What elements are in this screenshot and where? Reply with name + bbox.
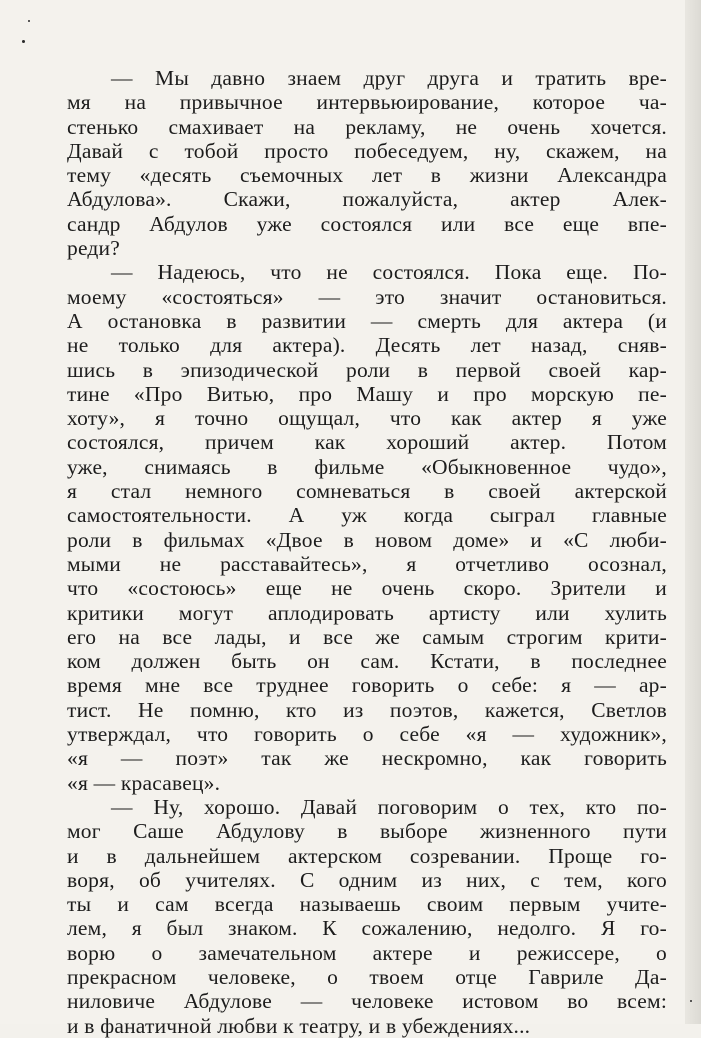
- text-line: хоту», я точно ощущал, что как актер я уже: [67, 406, 667, 431]
- paragraph-answer-1: [67, 260, 667, 795]
- text-line: что «состоюсь» еще не очень скоро. Зрители и: [67, 576, 667, 601]
- text-line: — Надеюсь, что не состоялся. Пока еще. По-: [111, 260, 667, 285]
- text-line: А остановка в развитии — смерть для актера (и: [67, 308, 667, 333]
- text-line: и в дальнейшем актерском созревании. Проще го-: [67, 843, 667, 868]
- text-line: реди?: [67, 236, 120, 261]
- text-line: мя на привычное интервьюирование, которое ча-: [67, 90, 667, 115]
- text-line: ворю о замечательном актере и режиссере, о: [67, 940, 667, 965]
- print-speck: [22, 40, 25, 43]
- text-line: — Мы давно знаем друг друга и тратить вре-: [111, 66, 667, 90]
- print-speck: [28, 20, 30, 22]
- text-line: самостоятельности. А уж когда сыграл главные: [67, 503, 667, 528]
- text-line: утверждал, что говорить о себе «я — художник»,: [67, 722, 667, 747]
- text-line: роли в фильмах «Двое в новом доме» и «С люби-: [67, 527, 667, 552]
- text-line: и в фанатичной любви к театру, и в убеждениях...: [67, 1013, 531, 1038]
- text-line: воря, об учителях. С одним из них, с тем, кого: [67, 867, 667, 892]
- text-line: лем, я был знаком. К сожалению, недолго. Я го-: [67, 916, 667, 941]
- text-line: тине «Про Витью, про Машу и про морскую пе-: [67, 381, 667, 406]
- text-line: «я — красавец».: [67, 770, 221, 795]
- text-line: моему «состояться» — это значит остановиться.: [67, 284, 667, 309]
- text-line: тист. Не помню, кто из поэтов, кажется, Светлов: [67, 697, 667, 722]
- text-line: мыми не расставайтесь», я отчетливо осознал,: [67, 551, 667, 576]
- page-edge: [685, 0, 701, 1024]
- text-line: состоялся, причем как хороший актер. Потом: [67, 430, 667, 455]
- text-line: Давай с тобой просто побеседуем, ну, скажем, на: [67, 138, 667, 163]
- text-line: ниловиче Абдулове — человеке истовом во всем:: [67, 989, 667, 1014]
- paragraph-question-2: [67, 795, 667, 1038]
- text-line: его на все лады, и все же самым строгим крити-: [67, 624, 667, 649]
- paragraph-question-1: [67, 66, 667, 260]
- text-line: мог Саше Абдулову в выборе жизненного пути: [67, 819, 667, 844]
- text-line: прекрасном человеке, о твоем отце Гавриле Да-: [67, 964, 667, 989]
- text-line: я стал немного сомневаться в своей актерской: [67, 479, 667, 504]
- text-line: — Ну, хорошо. Давай поговорим о тех, кто по-: [111, 794, 667, 819]
- text-line: шись в эпизодической роли в первой своей кар-: [67, 357, 667, 382]
- text-line: Абдулова». Скажи, пожалуйста, актер Алек-: [67, 187, 667, 212]
- text-line: ком должен быть он сам. Кстати, в последнее: [67, 649, 667, 674]
- text-line: «я — поэт» так же нескромно, как говорить: [67, 746, 667, 771]
- article-text: [67, 66, 667, 1038]
- print-speck: [690, 1000, 692, 1002]
- text-line: ты и сам всегда называешь своим первым учите-: [67, 892, 667, 917]
- text-line: сандр Абдулов уже состоялся или все еще впе-: [67, 211, 667, 236]
- text-line: тему «десять съемочных лет в жизни Александра: [67, 163, 667, 188]
- text-line: время мне все труднее говорить о себе: я — ар-: [67, 673, 667, 698]
- text-line: уже, снимаясь в фильме «Обыкновенное чудо»,: [67, 454, 667, 479]
- text-line: стенько смахивает на рекламу, не очень хочется.: [67, 114, 667, 139]
- text-line: не только для актера). Десять лет назад, сняв-: [67, 333, 667, 358]
- text-line: критики могут аплодировать артисту или хулить: [67, 600, 667, 625]
